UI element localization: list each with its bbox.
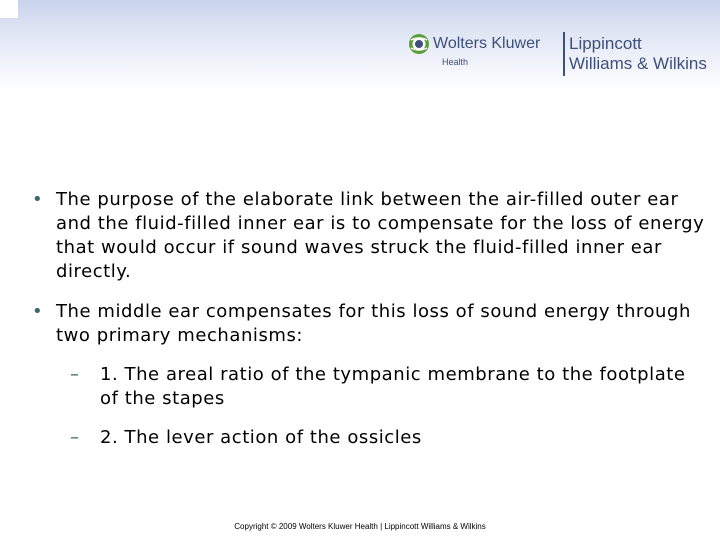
sub-bullet-item [70,426,700,450]
logo-wolters-kluwer: Wolters Kluwer [433,35,541,52]
logo-lippincott: Lippincott [569,34,642,53]
sub-bullet-marker: – [70,427,80,448]
sub-bullet-text: 2. The lever action of the ossicles [100,427,422,448]
corner-square [0,0,18,18]
logo-health: Health [442,57,469,67]
bullet-marker: • [32,301,44,322]
bullet-text: The middle ear compensates for this loss of sound energy through two primary mechanisms: [56,301,691,346]
bullet-text: The purpose of the elaborate link between the air-filled outer ear and the fluid-filled inner ear is to compensate for the loss of energy that would occur if sound waves struck the fluid-filled inner ear directly. [56,189,705,282]
publisher-logo [408,30,718,80]
sub-bullet-item [70,363,700,411]
copyright-footer: Copyright © 2009 Wolters Kluwer Health | Lippincott Williams & Wilkins [234,522,486,531]
globe-logo-icon [408,33,430,55]
logo-divider [563,32,565,76]
logo-williams-wilkins: Williams & Wilkins [569,54,707,73]
bullet-item [32,300,706,348]
sub-bullet-text: 1. The areal ratio of the tympanic membrane to the footplate of the stapes [100,364,686,409]
bullet-item [32,188,706,284]
sub-bullet-marker: – [70,364,80,385]
bullet-marker: • [32,189,44,210]
